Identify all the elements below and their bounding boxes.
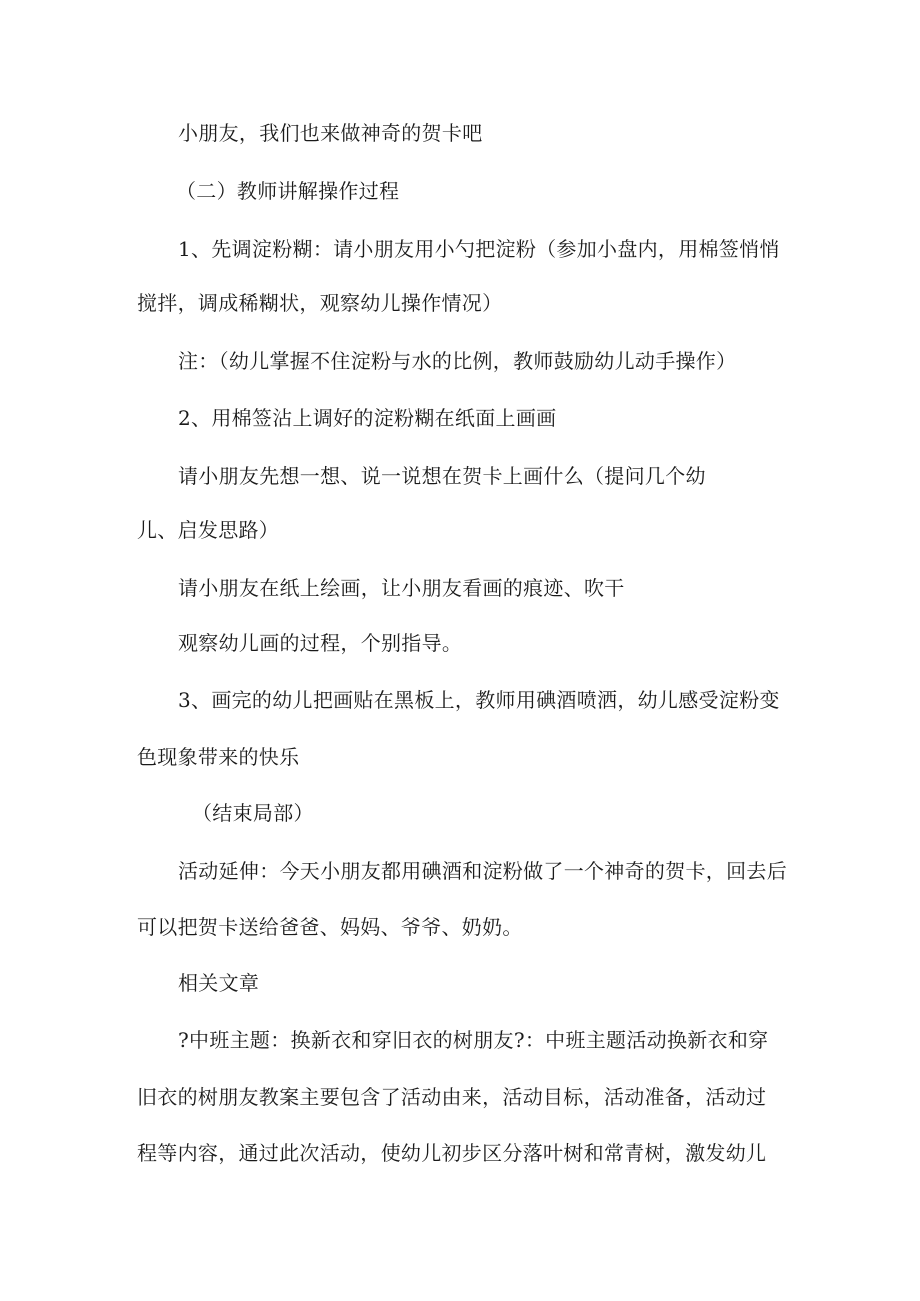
text-line: 搅拌，调成稀糊状，观察幼儿操作情况） xyxy=(137,291,503,315)
text-line: 活动延伸：今天小朋友都用碘酒和淀粉做了一个神奇的贺卡，回去后 xyxy=(178,859,787,883)
text-line: 色现象带来的快乐 xyxy=(137,745,300,769)
text-line: 请小朋友在纸上绘画，让小朋友看画的痕迹、吹干 xyxy=(178,576,625,600)
related-article-text: 旧衣的树朋友教案主要包含了活动由来，活动目标，活动准备，活动过 xyxy=(137,1085,767,1109)
text-line: 3、画完的幼儿把画贴在黑板上，教师用碘酒喷洒，幼儿感受淀粉变 xyxy=(178,688,780,712)
text-line: 请小朋友先想一想、说一说想在贺卡上画什么（提问几个幼 xyxy=(178,464,706,488)
text-line: 小朋友，我们也来做神奇的贺卡吧 xyxy=(178,121,483,145)
text-line: 观察幼儿画的过程，个别指导。 xyxy=(178,631,463,655)
text-line: 1、先调淀粉糊：请小朋友用小勺把淀粉（参加小盘内，用棉签悄悄 xyxy=(178,237,780,261)
section-heading: （二）教师讲解操作过程 xyxy=(176,179,400,203)
related-articles-heading: 相关文章 xyxy=(178,971,260,995)
text-line: 儿、启发思路） xyxy=(137,518,280,542)
text-line: 2、用棉签沾上调好的淀粉糊在纸面上画画 xyxy=(178,406,557,430)
note-line: 注：（幼儿掌握不住淀粉与水的比例，教师鼓励幼儿动手操作） xyxy=(178,349,737,373)
text-line: 可以把贺卡送给爸爸、妈妈、爷爷、奶奶。 xyxy=(137,915,523,939)
section-heading: （结束局部） xyxy=(192,801,314,825)
related-article-text: ?中班主题：换新衣和穿旧衣的树朋友?：中班主题活动换新衣和穿 xyxy=(178,1028,769,1052)
related-article-text: 程等内容，通过此次活动，使幼儿初步区分落叶树和常青树，激发幼儿 xyxy=(137,1141,767,1165)
